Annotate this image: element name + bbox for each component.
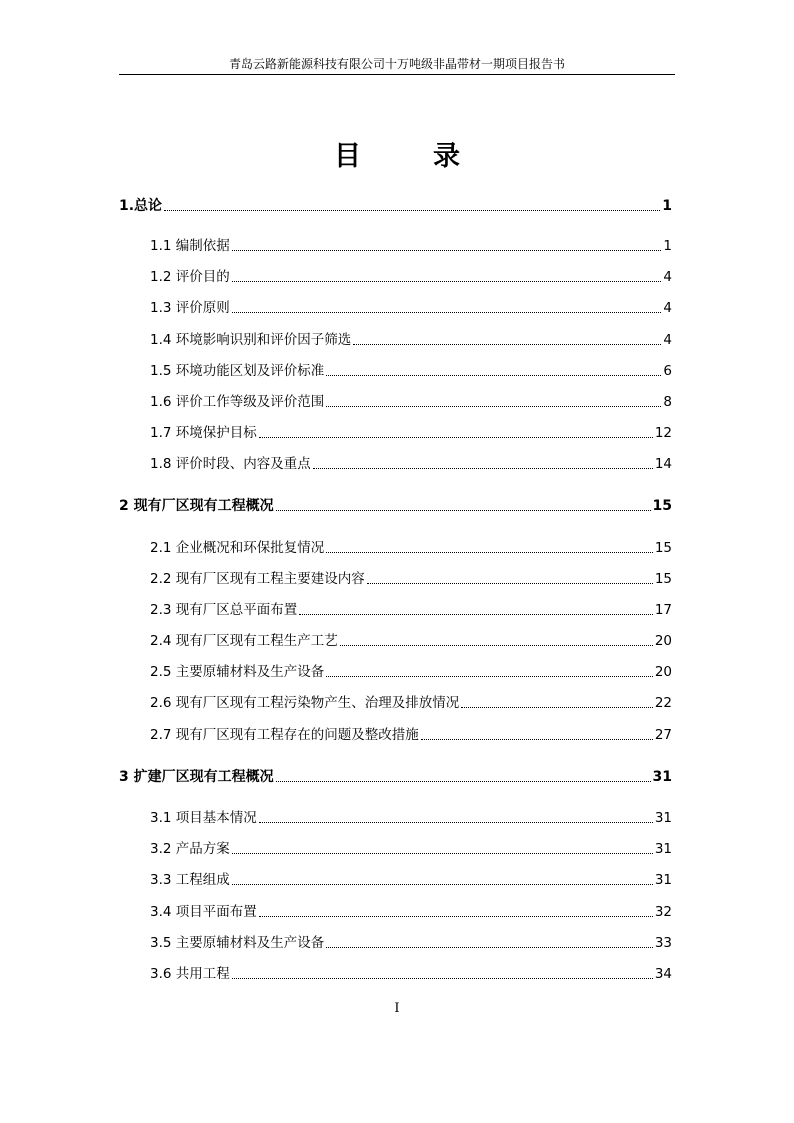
toc-section-entry[interactable] (150, 808, 672, 828)
toc-entry-label: 2.2 现有厂区现有工程主要建设内容 (150, 571, 365, 587)
toc-dot-leader (326, 375, 661, 376)
toc-entry-label: 1.7 环境保护目标 (150, 425, 257, 441)
toc-dot-leader (326, 406, 661, 407)
toc-entry-page: 4 (663, 300, 672, 316)
toc-dot-leader (313, 468, 653, 469)
toc-entry-page: 31 (654, 810, 672, 826)
toc-entry-page: 4 (663, 269, 672, 285)
toc-entry-label: 3.3 工程组成 (150, 872, 230, 888)
toc-section-entry[interactable] (150, 631, 672, 651)
toc-title-char-2: 录 (433, 141, 460, 172)
toc-entry-page: 31 (652, 769, 672, 785)
toc-dot-leader (340, 645, 653, 646)
toc-dot-leader (421, 739, 653, 740)
toc-entry-page: 33 (654, 935, 672, 951)
toc-section-entry[interactable] (150, 298, 672, 318)
toc-entry-label: 3.5 主要原辅材料及生产设备 (150, 935, 325, 951)
toc-entry-label: 2 现有厂区现有工程概况 (119, 498, 274, 514)
toc-section-entry[interactable] (150, 839, 672, 859)
toc-section-entry[interactable] (150, 330, 672, 350)
toc-section-entry[interactable] (150, 392, 672, 412)
toc-entry-page: 4 (663, 332, 672, 348)
toc-entry-label: 1.6 评价工作等级及评价范围 (150, 394, 325, 410)
toc-section-entry[interactable] (150, 454, 672, 474)
toc-dot-leader (259, 916, 653, 917)
toc-section-entry[interactable] (150, 870, 672, 890)
page-number: I (394, 1001, 400, 1016)
toc-entry-label: 3.6 共用工程 (150, 966, 230, 982)
toc-entry-page: 31 (654, 841, 672, 857)
toc-section-entry[interactable] (150, 361, 672, 381)
toc-section-entry[interactable] (150, 600, 672, 620)
toc-entry-label: 2.6 现有厂区现有工程污染物产生、治理及排放情况 (150, 695, 460, 711)
toc-entry-page: 20 (654, 633, 672, 649)
toc-entry-label: 1.4 环境影响识别和评价因子筛选 (150, 332, 352, 348)
toc-entry-label: 3.2 产品方案 (150, 841, 230, 857)
toc-entry-label: 1.1 编制依据 (150, 238, 230, 254)
toc-entry-page: 32 (654, 904, 672, 920)
toc-dot-leader (232, 312, 662, 313)
toc-entry-label: 1.总论 (119, 198, 163, 214)
toc-section-entry[interactable] (150, 538, 672, 558)
toc-entry-page: 14 (654, 456, 672, 472)
toc-entry-page: 31 (654, 872, 672, 888)
toc-dot-leader (232, 978, 653, 979)
toc-entry-label: 2.7 现有厂区现有工程存在的问题及整改措施 (150, 727, 419, 743)
toc-entry-label: 1.5 环境功能区划及评价标准 (150, 363, 325, 379)
toc-dot-leader (232, 250, 662, 251)
toc-entry-page: 1 (663, 238, 672, 254)
toc-section-entry[interactable] (150, 933, 672, 953)
toc-dot-leader (232, 884, 653, 885)
toc-dot-leader (353, 344, 661, 345)
toc-dot-leader (276, 510, 651, 511)
toc-section-entry[interactable] (150, 902, 672, 922)
toc-section-entry[interactable] (150, 662, 672, 682)
toc-chapter-entry[interactable] (119, 767, 672, 787)
toc-dot-leader (232, 281, 662, 282)
toc-entry-label: 1.2 评价目的 (150, 269, 230, 285)
toc-dot-leader (259, 822, 653, 823)
toc-dot-leader (367, 583, 653, 584)
toc-entry-label: 2.4 现有厂区现有工程生产工艺 (150, 633, 338, 649)
toc-entry-page: 22 (654, 695, 672, 711)
toc-section-entry[interactable] (150, 236, 672, 256)
toc-entry-page: 12 (654, 425, 672, 441)
toc-entry-page: 15 (652, 498, 672, 514)
toc-section-entry[interactable] (150, 964, 672, 984)
toc-section-entry[interactable] (150, 725, 672, 745)
toc-entry-page: 15 (654, 540, 672, 556)
toc-dot-leader (259, 437, 653, 438)
running-header: 青岛云路新能源科技有限公司十万吨级非晶带材一期项目报告书 (228, 57, 565, 71)
toc-dot-leader (276, 781, 651, 782)
toc-dot-leader (326, 947, 653, 948)
toc-entry-page: 17 (654, 602, 672, 618)
toc-entry-page: 6 (663, 363, 672, 379)
toc-dot-leader (164, 210, 660, 211)
toc-dot-leader (461, 707, 653, 708)
toc-entry-page: 20 (654, 664, 672, 680)
toc-chapter-entry[interactable] (119, 196, 672, 216)
toc-entry-label: 3.4 项目平面布置 (150, 904, 257, 920)
toc-entry-page: 34 (654, 966, 672, 982)
toc-dot-leader (326, 552, 653, 553)
toc-entry-label: 1.3 评价原则 (150, 300, 230, 316)
toc-section-entry[interactable] (150, 693, 672, 713)
toc-entry-label: 2.3 现有厂区总平面布置 (150, 602, 298, 618)
toc-entry-page: 27 (654, 727, 672, 743)
toc-dot-leader (299, 614, 653, 615)
toc-entry-label: 2.1 企业概况和环保批复情况 (150, 540, 325, 556)
toc-dot-leader (232, 853, 653, 854)
toc-chapter-entry[interactable] (119, 496, 672, 516)
toc-entry-label: 2.5 主要原辅材料及生产设备 (150, 664, 325, 680)
toc-entry-label: 3 扩建厂区现有工程概况 (119, 769, 274, 785)
toc-entry-page: 1 (662, 198, 672, 214)
toc-section-entry[interactable] (150, 267, 672, 287)
toc-entry-page: 15 (654, 571, 672, 587)
toc-section-entry[interactable] (150, 423, 672, 443)
toc-section-entry[interactable] (150, 569, 672, 589)
toc-entry-label: 1.8 评价时段、内容及重点 (150, 456, 311, 472)
toc-entry-page: 8 (663, 394, 672, 410)
toc-title-char-1: 目 (334, 141, 361, 172)
toc-dot-leader (326, 676, 653, 677)
toc-entry-label: 3.1 项目基本情况 (150, 810, 257, 826)
